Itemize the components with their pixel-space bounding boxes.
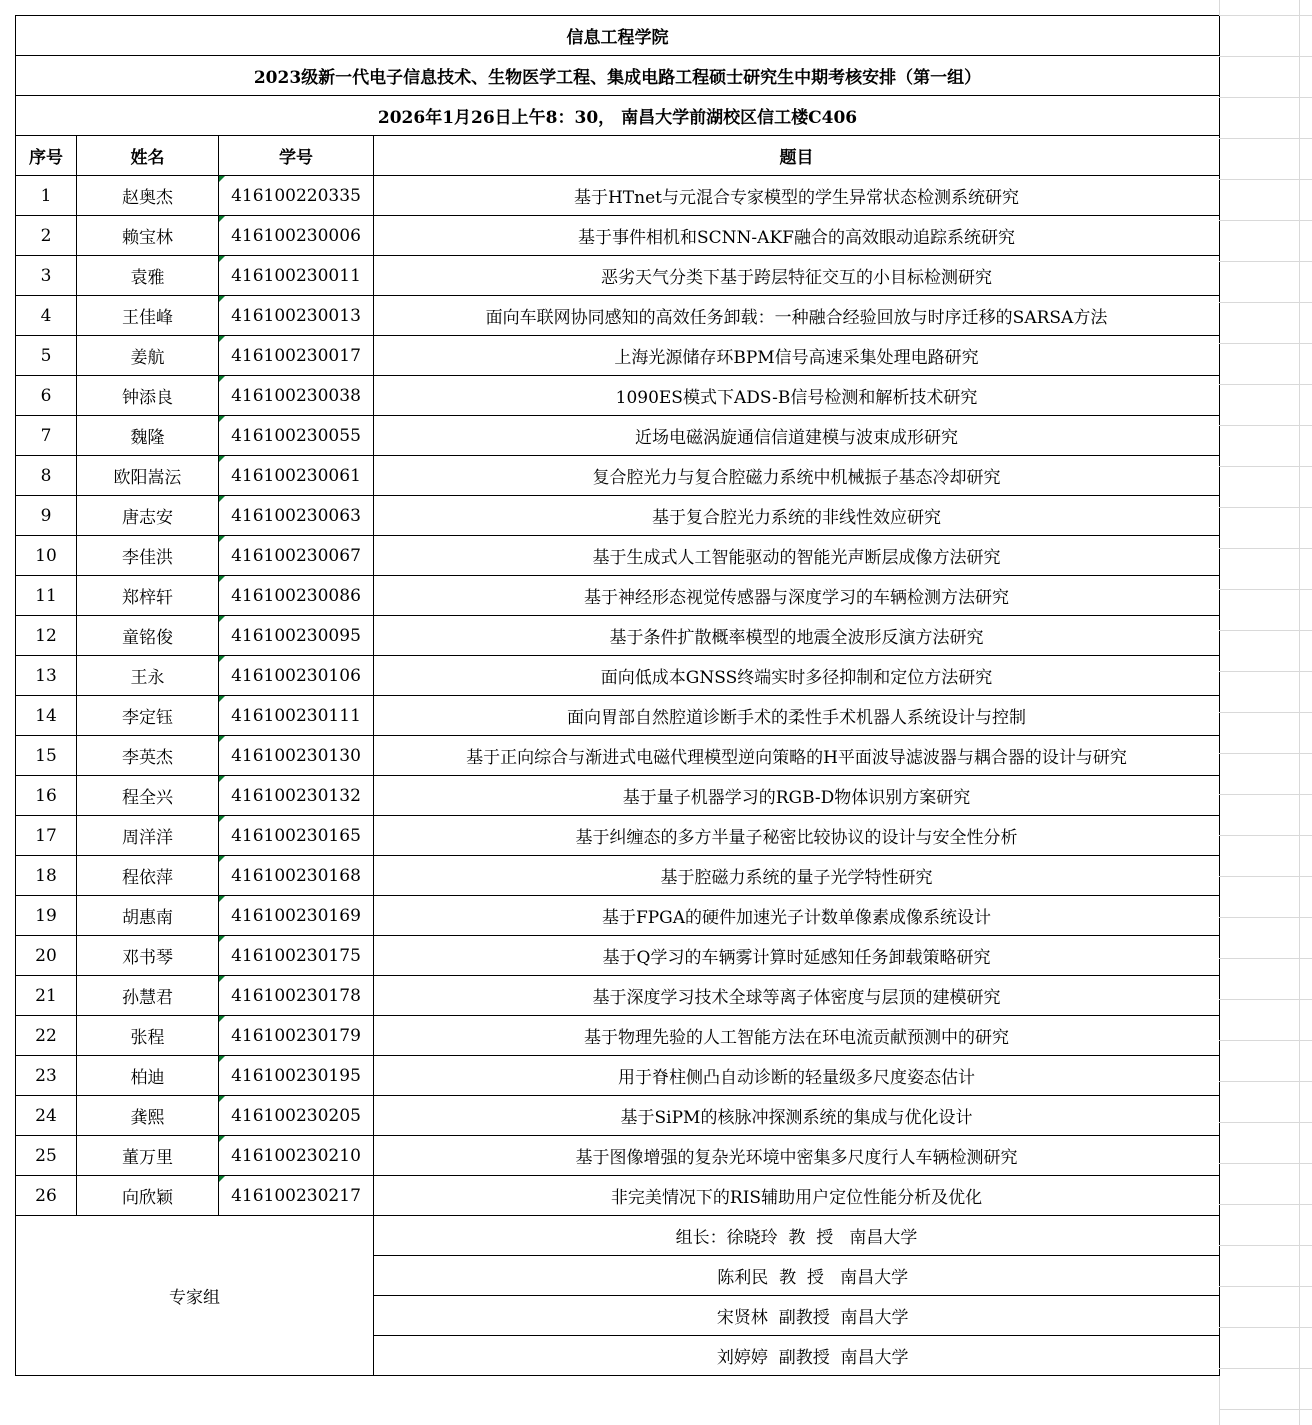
row-number[interactable]: 13 <box>16 656 77 696</box>
student-id-text: 416100230095 <box>231 625 361 646</box>
gridline <box>1219 179 1312 180</box>
student-id[interactable] <box>219 736 374 776</box>
student-name[interactable]: 赖宝林 <box>77 216 219 256</box>
student-id-text: 416100230067 <box>231 545 361 566</box>
row-number[interactable]: 4 <box>16 296 77 336</box>
thesis-topic[interactable]: 基于生成式人工智能驱动的智能光声断层成像方法研究 <box>374 536 1220 576</box>
col-header-id: 学号 <box>219 136 374 176</box>
thesis-topic[interactable]: 恶劣天气分类下基于跨层特征交互的小目标检测研究 <box>374 256 1220 296</box>
text-number-marker-icon <box>219 896 225 902</box>
gridline <box>1219 343 1312 344</box>
row-number[interactable]: 22 <box>16 1016 77 1056</box>
table-row <box>16 936 1220 976</box>
gridline <box>1219 753 1312 754</box>
gridline <box>1219 671 1312 672</box>
student-id[interactable] <box>219 936 374 976</box>
text-number-marker-icon <box>219 496 225 502</box>
expert-group-label: 专家组 <box>16 1216 374 1376</box>
student-name[interactable]: 袁雅 <box>77 256 219 296</box>
gridline <box>1219 958 1312 959</box>
table-row <box>16 896 1220 936</box>
student-id[interactable] <box>219 416 374 456</box>
row-number[interactable]: 11 <box>16 576 77 616</box>
thesis-topic[interactable]: 面向低成本GNSS终端实时多径抑制和定位方法研究 <box>374 656 1220 696</box>
student-id-text: 416100230178 <box>231 985 361 1006</box>
thesis-topic[interactable]: 近场电磁涡旋通信信道建模与波束成形研究 <box>374 416 1220 456</box>
student-id-text: 416100230210 <box>231 1145 361 1166</box>
student-id-text: 416100230038 <box>231 385 361 406</box>
col-header-no: 序号 <box>16 136 77 176</box>
student-id[interactable] <box>219 216 374 256</box>
thesis-topic[interactable]: 基于条件扩散概率模型的地震全波形反演方法研究 <box>374 616 1220 656</box>
table-row <box>16 496 1220 536</box>
student-id-text: 416100230055 <box>231 425 361 446</box>
gridline <box>1219 1409 1312 1410</box>
student-name[interactable]: 程全兴 <box>77 776 219 816</box>
gridline <box>1219 15 1312 16</box>
gridline <box>1219 1040 1312 1041</box>
thesis-topic[interactable]: 基于事件相机和SCNN-AKF融合的高效眼动追踪系统研究 <box>374 216 1220 256</box>
thesis-topic[interactable]: 基于FPGA的硬件加速光子计数单像素成像系统设计 <box>374 896 1220 936</box>
student-id[interactable] <box>219 896 374 936</box>
student-id-text: 416100230130 <box>231 745 361 766</box>
gridline <box>1219 425 1312 426</box>
expert-member-text: 陈利民 教 授 南昌大学 <box>684 1268 909 1288</box>
expert-member[interactable] <box>374 1336 1220 1376</box>
student-id[interactable] <box>219 976 374 1016</box>
table-row <box>16 576 1220 616</box>
table-row <box>16 1016 1220 1056</box>
thesis-topic[interactable]: 基于正向综合与渐进式电磁代理模型逆向策略的H平面波导滤波器与耦合器的设计与研究 <box>374 736 1220 776</box>
row-number[interactable]: 25 <box>16 1136 77 1176</box>
student-id[interactable] <box>219 1096 374 1136</box>
text-number-marker-icon <box>219 336 225 342</box>
student-name[interactable]: 王永 <box>77 656 219 696</box>
gridline <box>1219 999 1312 1000</box>
table-row <box>16 296 1220 336</box>
row-number[interactable]: 16 <box>16 776 77 816</box>
student-id-text: 416100230175 <box>231 945 361 966</box>
student-id-text: 416100230205 <box>231 1105 361 1126</box>
row-number[interactable]: 2 <box>16 216 77 256</box>
text-number-marker-icon <box>219 216 225 222</box>
gridline <box>1219 712 1312 713</box>
thesis-topic[interactable]: 1090ES模式下ADS-B信号检测和解析技术研究 <box>374 376 1220 416</box>
text-number-marker-icon <box>219 536 225 542</box>
student-id[interactable] <box>219 456 374 496</box>
gridline <box>1219 1368 1312 1369</box>
thesis-topic[interactable]: 基于图像增强的复杂光环境中密集多尺度行人车辆检测研究 <box>374 1136 1220 1176</box>
thesis-topic[interactable]: 面向胃部自然腔道诊断手术的柔性手术机器人系统设计与控制 <box>374 696 1220 736</box>
student-id[interactable] <box>219 536 374 576</box>
text-number-marker-icon <box>219 296 225 302</box>
student-id-text: 416100230168 <box>231 865 361 886</box>
student-name[interactable]: 李英杰 <box>77 736 219 776</box>
gridline <box>1219 384 1312 385</box>
gridline <box>1219 220 1312 221</box>
student-id-text: 416100230132 <box>231 785 361 806</box>
row-number[interactable]: 8 <box>16 456 77 496</box>
row-number[interactable]: 26 <box>16 1176 77 1216</box>
row-number[interactable]: 21 <box>16 976 77 1016</box>
row-number[interactable]: 24 <box>16 1096 77 1136</box>
row-number[interactable]: 20 <box>16 936 77 976</box>
text-number-marker-icon <box>219 1136 225 1142</box>
gridline <box>1219 1204 1312 1205</box>
student-name[interactable]: 郑梓轩 <box>77 576 219 616</box>
gridline <box>1219 1286 1312 1287</box>
thesis-topic[interactable]: 基于纠缠态的多方半量子秘密比较协议的设计与安全性分析 <box>374 816 1220 856</box>
row-number[interactable]: 19 <box>16 896 77 936</box>
student-name[interactable]: 龚熙 <box>77 1096 219 1136</box>
row-number[interactable]: 5 <box>16 336 77 376</box>
table-row <box>16 336 1220 376</box>
text-number-marker-icon <box>219 1096 225 1102</box>
student-name[interactable]: 钟添良 <box>77 376 219 416</box>
table-row <box>16 216 1220 256</box>
gridline <box>1219 261 1312 262</box>
text-number-marker-icon <box>219 456 225 462</box>
student-id-text: 416100230165 <box>231 825 361 846</box>
student-id[interactable] <box>219 376 374 416</box>
table-row <box>16 256 1220 296</box>
expert-row <box>16 1216 1220 1256</box>
gridline <box>1219 1122 1312 1123</box>
text-number-marker-icon <box>219 416 225 422</box>
student-id-text: 416100230006 <box>231 225 361 246</box>
student-id[interactable] <box>219 176 374 216</box>
row-number[interactable]: 6 <box>16 376 77 416</box>
student-name[interactable]: 欧阳嵩沄 <box>77 456 219 496</box>
expert-member[interactable] <box>374 1256 1220 1296</box>
student-id-text: 416100230217 <box>231 1185 361 1206</box>
table-row <box>16 536 1220 576</box>
thesis-topic[interactable]: 用于脊柱侧凸自动诊断的轻量级多尺度姿态估计 <box>374 1056 1220 1096</box>
gridline <box>1219 1327 1312 1328</box>
gridline <box>1219 466 1312 467</box>
student-id-text: 416100230169 <box>231 905 361 926</box>
student-id-text: 416100230179 <box>231 1025 361 1046</box>
student-name[interactable]: 向欣颖 <box>77 1176 219 1216</box>
expert-member[interactable] <box>374 1296 1220 1336</box>
thesis-topic[interactable]: 基于Q学习的车辆雾计算时延感知任务卸载策略研究 <box>374 936 1220 976</box>
student-id[interactable] <box>219 856 374 896</box>
text-number-marker-icon <box>219 736 225 742</box>
table-row <box>16 1136 1220 1176</box>
gridline <box>1219 876 1312 877</box>
schedule-title: 2023级新一代电子信息技术、生物医学工程、集成电路工程硕士研究生中期考核安排（第一组） <box>16 56 1220 96</box>
text-number-marker-icon <box>219 376 225 382</box>
student-id-text: 416100220335 <box>231 185 361 206</box>
gridline <box>1219 917 1312 918</box>
thesis-topic[interactable]: 非完美情况下的RIS辅助用户定位性能分析及优化 <box>374 1176 1220 1216</box>
thesis-topic[interactable]: 复合腔光力与复合腔磁力系统中机械振子基态冷却研究 <box>374 456 1220 496</box>
row-number[interactable]: 1 <box>16 176 77 216</box>
student-name[interactable]: 王佳峰 <box>77 296 219 336</box>
student-name[interactable]: 柏迪 <box>77 1056 219 1096</box>
gridline <box>1219 1245 1312 1246</box>
student-id-text: 416100230086 <box>231 585 361 606</box>
row-number[interactable]: 7 <box>16 416 77 456</box>
text-number-marker-icon <box>219 256 225 262</box>
student-id-text: 416100230011 <box>231 265 361 286</box>
student-id[interactable] <box>219 1176 374 1216</box>
table-row <box>16 1176 1220 1216</box>
text-number-marker-icon <box>219 976 225 982</box>
table-row <box>16 976 1220 1016</box>
table-row <box>16 1056 1220 1096</box>
student-id[interactable] <box>219 656 374 696</box>
thesis-topic[interactable]: 基于腔磁力系统的量子光学特性研究 <box>374 856 1220 896</box>
gridline <box>1219 1163 1312 1164</box>
gridline <box>1219 548 1312 549</box>
table-row <box>16 1096 1220 1136</box>
gridline <box>1219 1081 1312 1082</box>
student-name[interactable]: 赵奥杰 <box>77 176 219 216</box>
gridline <box>1219 794 1312 795</box>
student-name[interactable]: 张程 <box>77 1016 219 1056</box>
text-number-marker-icon <box>219 656 225 662</box>
student-id[interactable] <box>219 1016 374 1056</box>
student-id[interactable] <box>219 616 374 656</box>
student-id[interactable] <box>219 576 374 616</box>
table-row <box>16 616 1220 656</box>
student-id-text: 416100230013 <box>231 305 361 326</box>
row-number[interactable]: 15 <box>16 736 77 776</box>
gridline <box>1219 138 1312 139</box>
row-number[interactable]: 3 <box>16 256 77 296</box>
gridline <box>1219 507 1312 508</box>
table-row <box>16 736 1220 776</box>
student-name[interactable]: 唐志安 <box>77 496 219 536</box>
student-name[interactable]: 李定钰 <box>77 696 219 736</box>
text-number-marker-icon <box>219 856 225 862</box>
row-number[interactable]: 12 <box>16 616 77 656</box>
student-id[interactable] <box>219 296 374 336</box>
row-number[interactable]: 10 <box>16 536 77 576</box>
text-number-marker-icon <box>219 1176 225 1182</box>
student-id-text: 416100230195 <box>231 1065 361 1086</box>
student-id[interactable] <box>219 1056 374 1096</box>
text-number-marker-icon <box>219 576 225 582</box>
table-row <box>16 456 1220 496</box>
student-name[interactable]: 邓书琴 <box>77 936 219 976</box>
student-name[interactable]: 胡惠南 <box>77 896 219 936</box>
schedule-table <box>15 15 1220 1376</box>
student-name[interactable]: 李佳洪 <box>77 536 219 576</box>
gridline <box>1219 56 1312 57</box>
thesis-topic[interactable]: 基于量子机器学习的RGB-D物体识别方案研究 <box>374 776 1220 816</box>
student-id[interactable] <box>219 776 374 816</box>
table-row <box>16 176 1220 216</box>
gridline <box>1219 97 1312 98</box>
expert-member-text: 组长：徐晓玲 教 授 南昌大学 <box>675 1228 918 1248</box>
thesis-topic[interactable]: 基于复合腔光力系统的非线性效应研究 <box>374 496 1220 536</box>
gridline <box>1219 302 1312 303</box>
text-number-marker-icon <box>219 936 225 942</box>
student-id[interactable] <box>219 496 374 536</box>
student-name[interactable]: 童铭俊 <box>77 616 219 656</box>
expert-member[interactable] <box>374 1216 1220 1256</box>
text-number-marker-icon <box>219 616 225 622</box>
student-id-text: 416100230017 <box>231 345 361 366</box>
student-id[interactable] <box>219 816 374 856</box>
thesis-topic[interactable]: 面向车联网协同感知的高效任务卸载：一种融合经验回放与时序迁移的SARSA方法 <box>374 296 1220 336</box>
thesis-topic[interactable]: 基于神经形态视觉传感器与深度学习的车辆检测方法研究 <box>374 576 1220 616</box>
text-number-marker-icon <box>219 1056 225 1062</box>
student-id[interactable] <box>219 336 374 376</box>
table-row <box>16 856 1220 896</box>
student-name[interactable]: 魏隆 <box>77 416 219 456</box>
gridline <box>1219 589 1312 590</box>
gridline <box>1219 835 1312 836</box>
text-number-marker-icon <box>219 696 225 702</box>
row-number[interactable]: 18 <box>16 856 77 896</box>
table-row <box>16 656 1220 696</box>
thesis-topic[interactable]: 上海光源储存环BPM信号高速采集处理电路研究 <box>374 336 1220 376</box>
expert-member-text: 刘婷婷 副教授 南昌大学 <box>684 1348 909 1368</box>
student-name[interactable]: 周洋洋 <box>77 816 219 856</box>
student-name[interactable]: 孙慧君 <box>77 976 219 1016</box>
text-number-marker-icon <box>219 816 225 822</box>
student-id-text: 416100230063 <box>231 505 361 526</box>
expert-member-text: 宋贤林 副教授 南昌大学 <box>684 1308 909 1328</box>
student-id-text: 416100230061 <box>231 465 361 486</box>
row-number[interactable]: 9 <box>16 496 77 536</box>
thesis-topic[interactable]: 基于物理先验的人工智能方法在环电流贡献预测中的研究 <box>374 1016 1220 1056</box>
text-number-marker-icon <box>219 776 225 782</box>
column-header-row <box>16 136 1220 176</box>
student-id[interactable] <box>219 256 374 296</box>
table-row <box>16 376 1220 416</box>
student-name[interactable]: 程依萍 <box>77 856 219 896</box>
student-id[interactable] <box>219 1136 374 1176</box>
col-header-topic: 题目 <box>374 136 1220 176</box>
thesis-topic[interactable]: 基于SiPM的核脉冲探测系统的集成与优化设计 <box>374 1096 1220 1136</box>
student-name[interactable]: 董万里 <box>77 1136 219 1176</box>
thesis-topic[interactable]: 基于HTnet与元混合专家模型的学生异常状态检测系统研究 <box>374 176 1220 216</box>
school-title: 信息工程学院 <box>16 16 1220 56</box>
row-number[interactable]: 17 <box>16 816 77 856</box>
text-number-marker-icon <box>219 176 225 182</box>
row-number[interactable]: 23 <box>16 1056 77 1096</box>
row-number[interactable]: 14 <box>16 696 77 736</box>
table-row <box>16 416 1220 456</box>
thesis-topic[interactable]: 基于深度学习技术全球等离子体密度与层顶的建模研究 <box>374 976 1220 1016</box>
table-row <box>16 776 1220 816</box>
student-id-text: 416100230111 <box>231 705 361 726</box>
student-id[interactable] <box>219 696 374 736</box>
table-row <box>16 696 1220 736</box>
col-header-name: 姓名 <box>77 136 219 176</box>
text-number-marker-icon <box>219 1016 225 1022</box>
gridline <box>1219 630 1312 631</box>
time-place: 2026年1月26日上午8：30， 南昌大学前湖校区信工楼C406 <box>16 96 1220 136</box>
table-row <box>16 816 1220 856</box>
student-id-text: 416100230106 <box>231 665 361 686</box>
student-name[interactable]: 姜航 <box>77 336 219 376</box>
